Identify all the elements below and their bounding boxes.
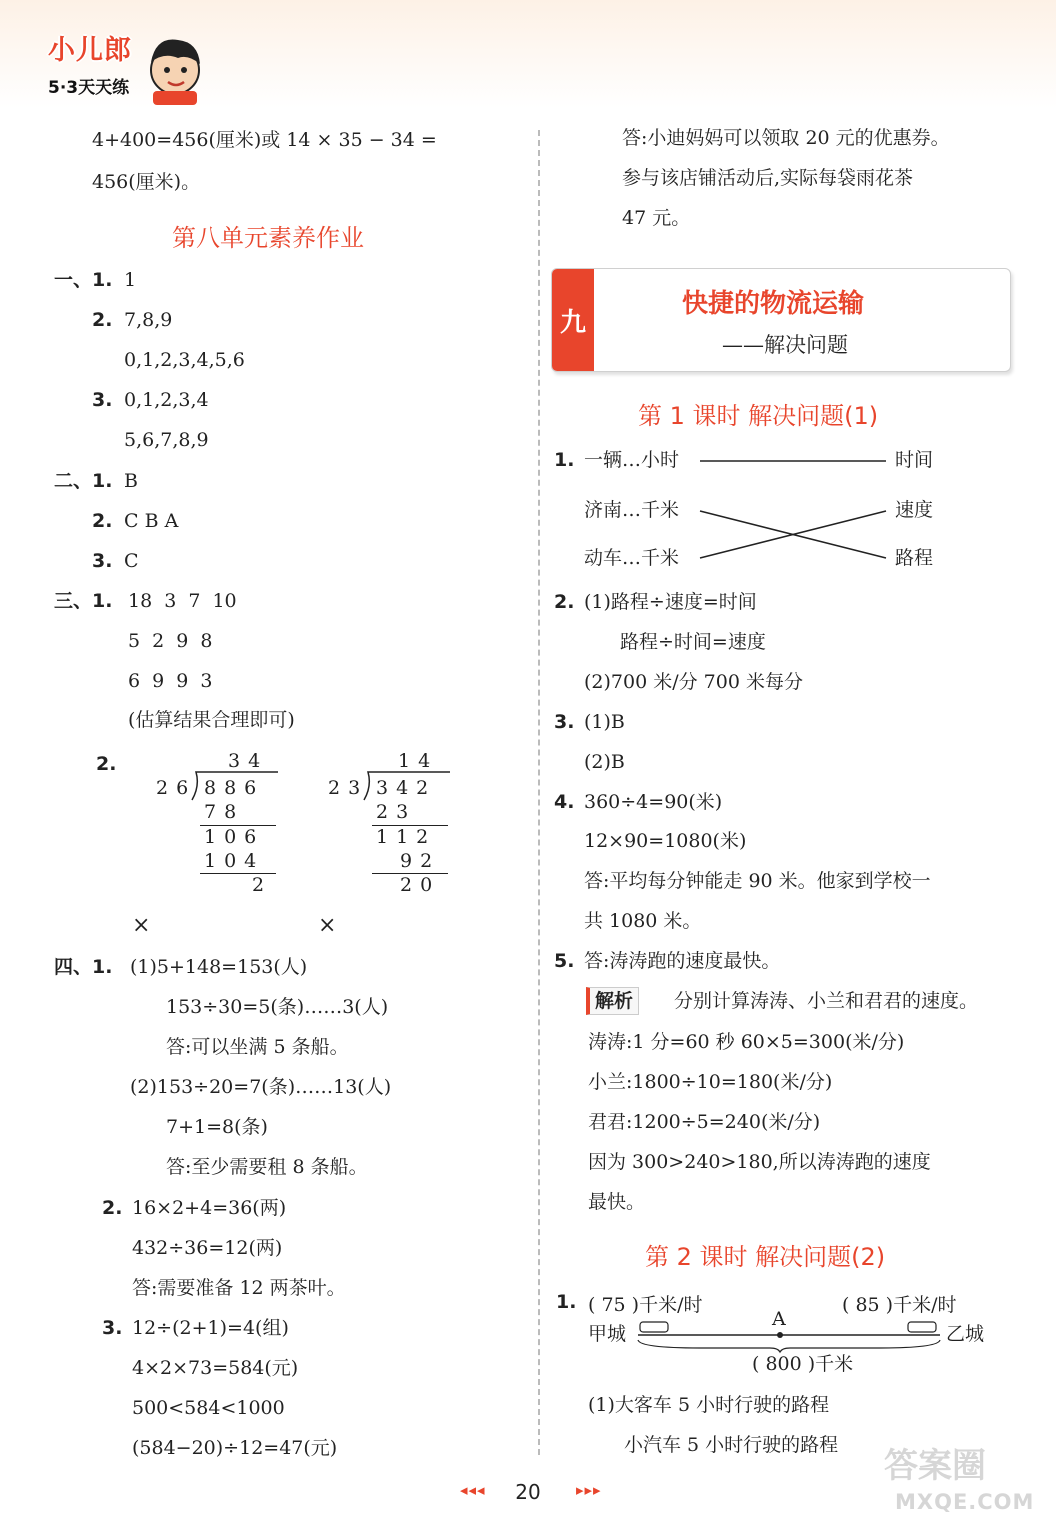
question-number: 3.: [92, 389, 113, 411]
answer: 18 3 7 10: [128, 590, 237, 612]
part-label: 二、: [54, 470, 93, 492]
watermark: 答案圈: [884, 1446, 986, 1486]
answer: 5 2 9 8: [128, 630, 213, 652]
analysis-text: 君君:1200÷5=240(米/分): [588, 1111, 821, 1133]
answer: 答:涛涛跑的速度最快。: [584, 950, 781, 972]
match-right: 速度: [895, 499, 934, 521]
matching-lines: [0, 0, 1056, 600]
answer: 5,6,7,8,9: [124, 429, 209, 451]
answer: 答:可以坐满 5 条船。: [166, 1036, 349, 1058]
answer: 0,1,2,3,4,5,6: [124, 349, 245, 371]
section-title: 第八单元素养作业: [172, 224, 364, 252]
answer: (1)路程÷速度=时间: [584, 591, 757, 613]
answer: 6 9 9 3: [128, 670, 213, 692]
watermark-url: MXQE.COM: [895, 1490, 1035, 1514]
question-number: 1.: [92, 956, 113, 978]
step: 92: [400, 850, 441, 872]
cross-mark: ×: [318, 913, 337, 938]
speed-label: ( 85 )千米/时: [842, 1294, 957, 1316]
question-number: 1.: [92, 269, 113, 291]
answer: 答:需要准备 12 两茶叶。: [132, 1277, 346, 1299]
lesson-title: 第 2 课时 解决问题(2): [645, 1243, 886, 1271]
arrows-left-icon: ◂◂◂: [460, 1481, 486, 1499]
city-label: 乙城: [946, 1323, 985, 1345]
note: (估算结果合理即可): [128, 709, 295, 731]
answer: 7+1=8(条): [166, 1116, 268, 1138]
analysis-text: 因为 300>240>180,所以涛涛跑的速度: [588, 1151, 931, 1173]
answer: B: [124, 470, 138, 492]
answer: 500<584<1000: [132, 1397, 285, 1419]
route-diagram: [0, 1300, 1056, 1360]
question-number: 1.: [92, 590, 113, 612]
answer: 小汽车 5 小时行驶的路程: [624, 1434, 839, 1456]
answer: 432÷36=12(两): [132, 1237, 283, 1259]
analysis-text: 最快。: [588, 1191, 646, 1213]
answer: 153÷30=5(条)……3(人): [166, 996, 389, 1018]
question-number: 1.: [554, 449, 575, 471]
text-line: 参与该店铺活动后,实际每袋雨花茶: [622, 167, 914, 189]
arrows-right-icon: ▸▸▸: [576, 1481, 602, 1499]
question-number: 2.: [92, 309, 113, 331]
match-right: 时间: [895, 449, 934, 471]
match-left: 动车…千米: [584, 547, 680, 569]
answer: (1)B: [584, 711, 625, 733]
question-number: 4.: [554, 791, 575, 813]
question-number: 1.: [92, 470, 113, 492]
match-right: 路程: [895, 547, 934, 569]
answer: (2)700 米/分 700 米每分: [584, 671, 803, 693]
logo-subtitle: 5·3天天练: [48, 78, 130, 98]
answer: (584−20)÷12=47(元): [132, 1437, 338, 1459]
text-line: 47 元。: [622, 207, 691, 229]
divisor: 23: [328, 777, 369, 799]
question-number: 5.: [554, 950, 575, 972]
answer: 0,1,2,3,4: [124, 389, 209, 411]
question-number: 3.: [554, 711, 575, 733]
question-number: 3.: [102, 1317, 123, 1339]
text-line: 456(厘米)。: [92, 171, 201, 193]
question-number: 2.: [96, 753, 117, 775]
answer: (2)B: [584, 751, 625, 773]
lesson-title: 第 1 课时 解决问题(1): [638, 402, 879, 430]
part-label: 三、: [54, 590, 93, 612]
unit-number: 九: [552, 269, 594, 371]
question-number: 2.: [92, 510, 113, 532]
question-number: 1.: [556, 1291, 577, 1313]
analysis-text: 分别计算涛涛、小兰和君君的速度。: [674, 990, 979, 1012]
distance-label: ( 800 )千米: [752, 1353, 854, 1375]
part-label: 一、: [54, 269, 93, 291]
answer: 路程÷时间=速度: [620, 631, 766, 653]
step: 104: [204, 850, 265, 872]
answer: 12×90=1080(米): [584, 830, 747, 852]
match-left: 济南…千米: [584, 499, 680, 521]
step: 23: [376, 801, 417, 823]
answer: 16×2+4=36(两): [132, 1197, 287, 1219]
analysis-tag: 解析: [586, 987, 639, 1015]
page-number: 20: [515, 1480, 541, 1504]
match-left: 一辆…小时: [584, 449, 680, 471]
speed-label: ( 75 )千米/时: [588, 1294, 703, 1316]
divisor: 26: [156, 777, 197, 799]
answer: (2)153÷20=7(条)……13(人): [130, 1076, 392, 1098]
analysis-text: 小兰:1800÷10=180(米/分): [588, 1071, 833, 1093]
answer: (1)大客车 5 小时行驶的路程: [588, 1394, 830, 1416]
answer: 4×2×73=584(元): [132, 1357, 299, 1379]
answer: 360÷4=90(米): [584, 791, 723, 813]
answer: C: [124, 550, 139, 572]
analysis-text: 涛涛:1 分=60 秒 60×5=300(米/分): [588, 1031, 905, 1053]
unit-title: 快捷的物流运输: [682, 289, 865, 319]
step: 106: [204, 826, 265, 848]
question-number: 3.: [92, 550, 113, 572]
quotient: 14: [398, 750, 439, 772]
answer: (1)5+148=153(人): [130, 956, 308, 978]
dividend: 886: [204, 777, 265, 799]
answer: 共 1080 米。: [584, 910, 702, 932]
remainder: 20: [400, 874, 441, 896]
logo-title: 小儿郎: [48, 35, 132, 66]
cross-mark: ×: [132, 913, 151, 938]
answer: 答:至少需要租 8 条船。: [166, 1156, 368, 1178]
remainder: 2: [252, 874, 273, 896]
step: 78: [204, 801, 245, 823]
part-label: 四、: [54, 956, 93, 978]
question-number: 2.: [554, 591, 575, 613]
answer: 答:平均每分钟能走 90 米。他家到学校一: [584, 870, 931, 892]
unit-subtitle: ——解决问题: [722, 333, 848, 357]
answer: C B A: [124, 510, 179, 532]
answer: 7,8,9: [124, 309, 173, 331]
question-number: 2.: [102, 1197, 123, 1219]
quotient: 34: [228, 750, 269, 772]
city-label: 甲城: [588, 1323, 627, 1345]
dividend: 342: [376, 777, 437, 799]
answer: 12÷(2+1)=4(组): [132, 1317, 289, 1339]
point-label: A: [772, 1308, 786, 1330]
answer: 1: [124, 269, 137, 291]
text-line: 答:小迪妈妈可以领取 20 元的优惠券。: [622, 127, 950, 149]
text-line: 4+400=456(厘米)或 14 × 35 − 34 =: [92, 129, 437, 151]
step: 112: [376, 826, 437, 848]
